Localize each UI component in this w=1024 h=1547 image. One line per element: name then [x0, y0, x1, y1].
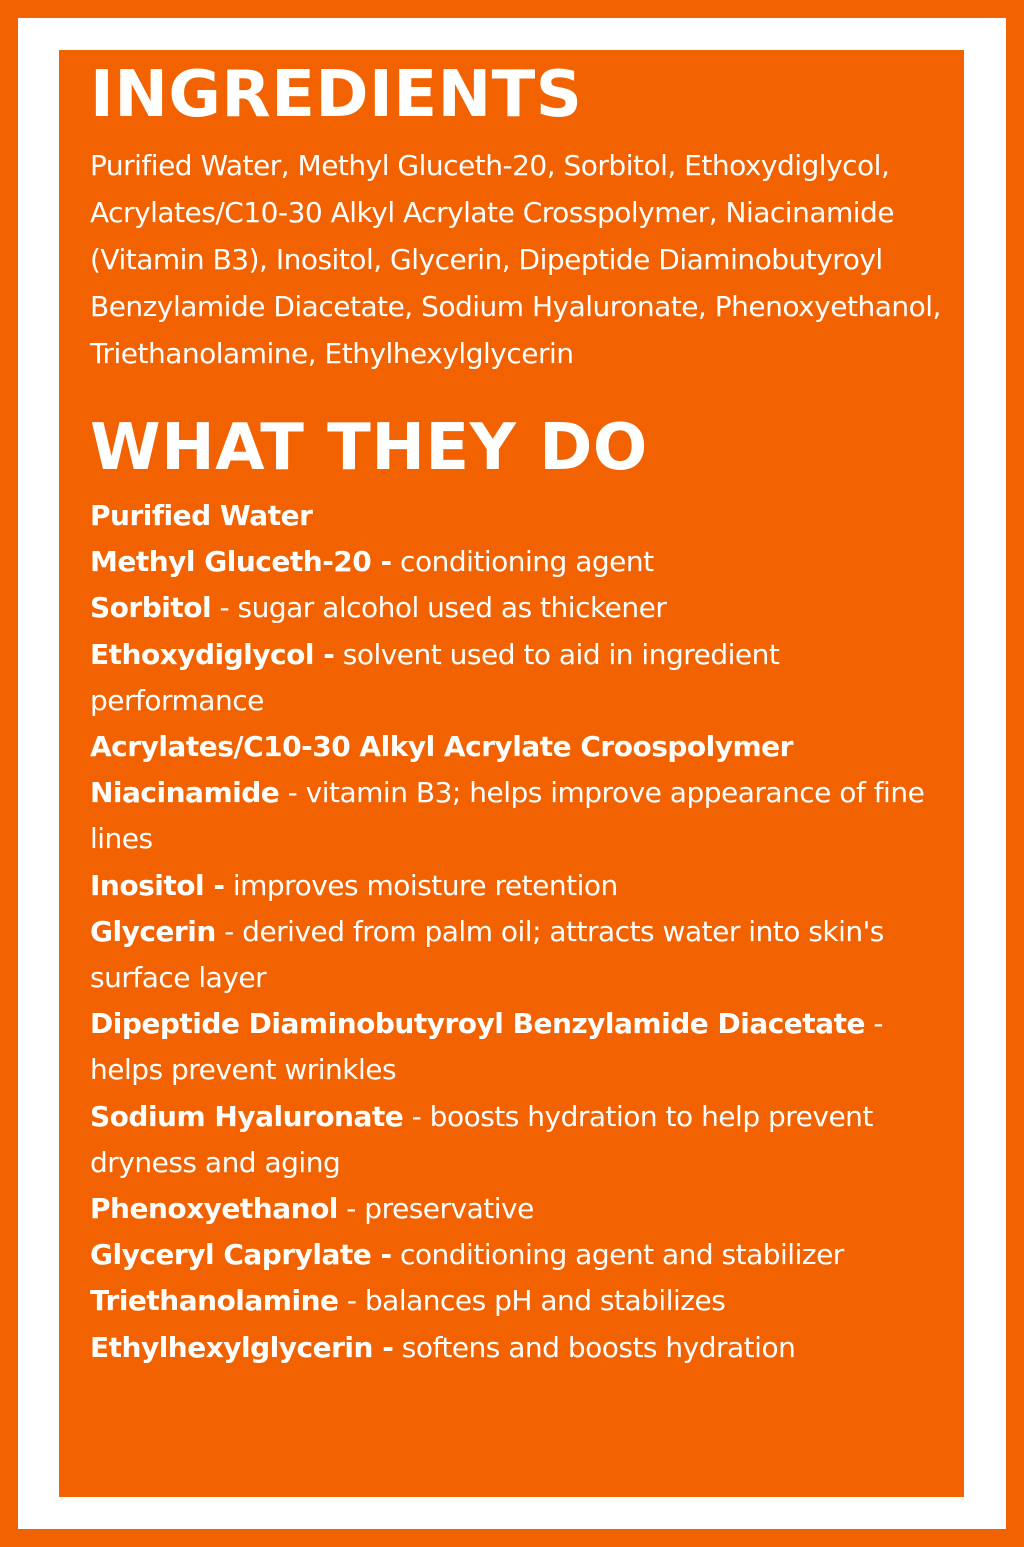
ingredients-heading: INGREDIENTS: [90, 58, 583, 132]
list-item: [90, 1094, 952, 1186]
ingredient-description: - derived from palm oil; attracts water into skin's surface layer: [90, 914, 884, 995]
list-item: [90, 1325, 952, 1371]
ingredient-description: conditioning agent and stabilizer: [391, 1238, 844, 1272]
list-item: [90, 1186, 952, 1232]
ingredient-description: - vitamin B3; helps improve appearance of fine lines: [90, 776, 925, 856]
ingredient-name: Purified Water: [90, 499, 313, 532]
ingredient-description: - balances pH and stabilizes: [338, 1284, 726, 1318]
ingredient-name: Triethanolamine: [90, 1284, 339, 1318]
list-item: [90, 632, 952, 724]
ingredient-description: - sugar alcohol used as thickener: [211, 591, 667, 625]
ingredient-name: Niacinamide: [90, 776, 280, 810]
ingredient-description: improves moisture retention: [224, 868, 618, 902]
content-panel: [59, 50, 964, 1497]
list-item: [90, 1278, 952, 1324]
ingredient-description: conditioning agent: [391, 545, 654, 579]
what-they-do-heading: WHAT THEY DO: [90, 411, 648, 485]
ingredient-name: Glycerin: [90, 914, 216, 948]
white-frame: [18, 18, 1006, 1529]
list-item: [90, 1001, 952, 1093]
what-they-do-list: [90, 493, 952, 1371]
ingredient-name: Phenoxyethanol: [90, 1192, 338, 1226]
list-item: [90, 585, 952, 631]
list-item: [90, 863, 952, 909]
ingredient-name: Sorbitol: [90, 591, 212, 625]
ingredient-description: softens and boosts hydration: [393, 1330, 796, 1364]
ingredient-name: Ethylhexylglycerin -: [90, 1330, 394, 1364]
ingredient-description: - helps prevent wrinkles: [90, 1007, 883, 1087]
ingredient-description: - boosts hydration to help prevent dryness and aging: [90, 1099, 873, 1179]
ingredient-name: Methyl Gluceth-20 -: [90, 545, 392, 579]
list-item: [90, 770, 952, 862]
ingredient-description: solvent used to aid in ingredient performance: [90, 637, 780, 717]
ingredient-name: Glyceryl Caprylate -: [90, 1238, 392, 1272]
list-item: [90, 1232, 952, 1278]
ingredient-name: Inositol -: [90, 868, 225, 902]
ingredient-name: Dipeptide Diaminobutyroyl Benzylamide Diacetate: [90, 1007, 865, 1041]
ingredients-list-text: Purified Water, Methyl Gluceth-20, Sorbitol, Ethoxydiglycol, Acrylates/C10-30 Alkyl Acrylate Crosspolymer, Niacinamide (Vitamin B3), Inositol, Glycerin, Dipeptide Diaminobutyroyl Benzylamide Diacetate, Sodium Hyaluronate, Phenoxyethanol, Triethanolamine, Ethylhexylglycerin: [90, 149, 941, 370]
ingredient-name: Sodium Hyaluronate: [90, 1099, 404, 1133]
ingredient-name: Ethoxydiglycol -: [90, 637, 335, 671]
list-item: [90, 539, 952, 585]
list-item: [90, 909, 952, 1001]
list-item: [90, 724, 952, 770]
ingredient-description: - preservative: [337, 1192, 534, 1226]
ingredient-name: Acrylates/C10-30 Alkyl Acrylate Croospolymer: [90, 730, 793, 764]
list-item: [90, 493, 952, 539]
